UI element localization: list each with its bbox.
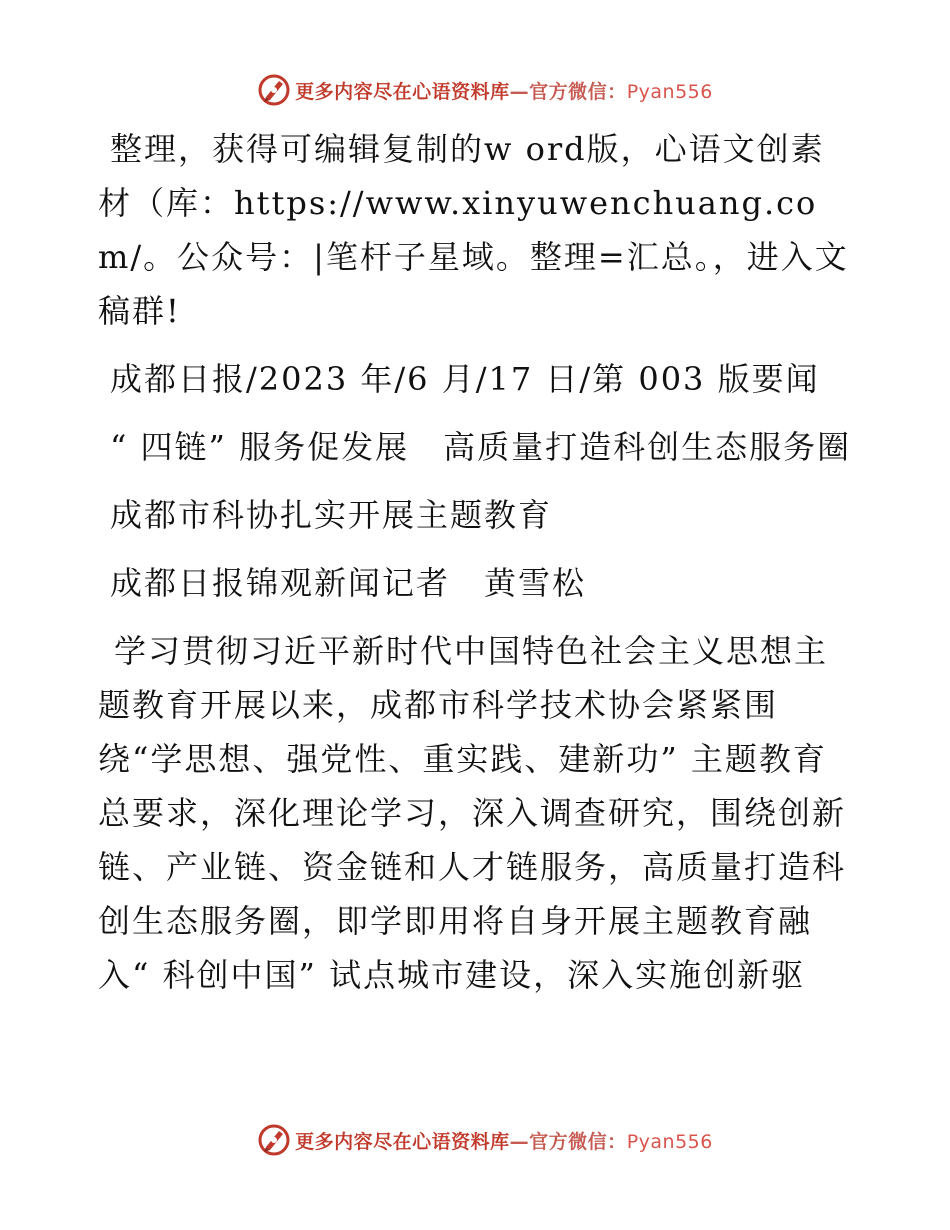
header-banner-main: 更多内容尽在心语资料库	[295, 80, 510, 103]
intro-paragraph: 整理，获得可编辑复制的w ord版，心语文创素材（库：https://www.xinyuwenchuang.com/。公众号：|笔杆子星域。整理=汇总。，进入文稿群!	[98, 130, 849, 330]
brush-logo-icon	[257, 1123, 291, 1157]
header-banner-wechat: Pyan556	[626, 80, 713, 103]
byline: 成都日报锦观新闻记者 黄雪松	[110, 564, 587, 602]
brush-logo-icon	[257, 73, 291, 107]
source-line: 成都日报/2023 年/6 月/17 日/第 003 版要闻	[110, 360, 820, 398]
header-banner	[0, 70, 950, 110]
header-banner-mid: —官方微信：	[509, 80, 627, 103]
footer-banner-text	[295, 1127, 713, 1154]
footer-banner-inner	[257, 1123, 713, 1157]
document-body	[98, 122, 858, 1016]
footer-banner-mid: —官方微信：	[509, 1130, 627, 1153]
header-banner-text	[295, 77, 713, 104]
headline: “ 四链” 服务促发展 高质量打造科创生态服务圈	[110, 428, 852, 466]
subheadline: 成都市科协扎实开展主题教育	[110, 496, 553, 534]
footer-banner	[0, 1120, 950, 1160]
footer-banner-wechat: Pyan556	[626, 1130, 713, 1153]
body-paragraph: 学习贯彻习近平新时代中国特色社会主义思想主题教育开展以来，成都市科学技术协会紧紧围绕“学思想、强党性、重实践、建新功” 主题教育总要求，深化理论学习，深入调查研究，围绕创新链、产业链、资金链和人才链服务，高质量打造科创生态服务圈，即学即用将自身开展主题教育融入“ 科创中国” 试点城市建设，深入实施创新驱	[98, 632, 847, 994]
footer-banner-main: 更多内容尽在心语资料库	[295, 1130, 510, 1153]
header-banner-inner	[257, 73, 713, 107]
